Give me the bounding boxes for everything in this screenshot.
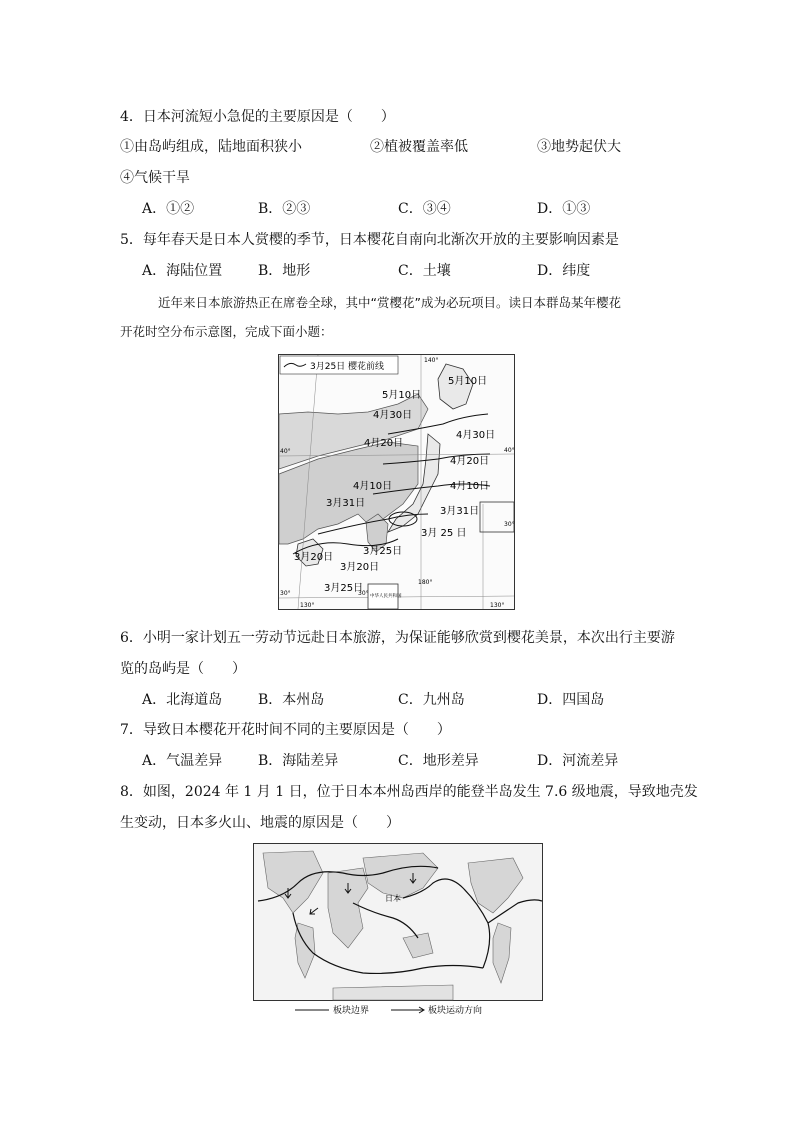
map2-japan-label: 日本 bbox=[385, 894, 401, 903]
q8-stem-line-1: 8．如图，2024 年 1 月 1 日，位于日本本州岛西岸的能登半岛发生 7.6 级地震，导致地壳发 bbox=[120, 784, 698, 800]
map1-label: 4月30日 bbox=[456, 430, 496, 441]
map1-inset-label: 中华人民共和国 bbox=[370, 594, 402, 599]
q5-stem: 5．每年春天是日本人赏樱的季节，日本樱花自南向北渐次开放的主要影响因素是 bbox=[120, 232, 619, 248]
q6-stem-line-1: 6．小明一家计划五一劳动节远赴日本旅游，为保证能够欣赏到樱花美景，本次出行主要游 bbox=[120, 630, 675, 646]
q5-option-c[interactable]: C．土壤 bbox=[398, 263, 451, 279]
map1-lon-label: 180° bbox=[418, 579, 433, 586]
q5-option-a[interactable]: A．海陆位置 bbox=[142, 263, 223, 279]
map1-lon-label: 130° bbox=[490, 602, 505, 609]
q4-option-b[interactable]: B．②③ bbox=[258, 201, 311, 217]
map1-label: 3月20日 bbox=[294, 552, 334, 563]
map1-lon-label: 140° bbox=[424, 357, 439, 364]
q7-option-c[interactable]: C．地形差异 bbox=[398, 753, 479, 769]
q4-option-a[interactable]: A．①② bbox=[142, 201, 195, 217]
map1-label: 4月10日 bbox=[353, 481, 393, 492]
q6-stem-line-2: 览的岛屿是（ ） bbox=[120, 661, 246, 677]
q7-option-a[interactable]: A．气温差异 bbox=[142, 753, 223, 769]
q4-item-3: ③地势起伏大 bbox=[537, 139, 621, 155]
intro-line-2: 开花时空分布示意图，完成下面小题： bbox=[120, 324, 333, 339]
q4-stem: 4．日本河流短小急促的主要原因是（ ） bbox=[120, 109, 395, 125]
map1-lat-label: 40° bbox=[504, 447, 515, 454]
map1-label: 3月31日 bbox=[326, 498, 366, 509]
map1-lon-label: 130° bbox=[300, 602, 315, 609]
intro-line-1: 近年来日本旅游热正在席卷全球，其中“赏樱花”成为必玩项目。读日本群岛某年樱花 bbox=[158, 295, 621, 310]
plate-tectonics-map bbox=[253, 843, 543, 1001]
q4-option-d[interactable]: D．①③ bbox=[537, 201, 591, 217]
map1-legend: 3月25日 樱花前线 bbox=[310, 362, 385, 372]
map1-label: 3月25日 bbox=[363, 546, 403, 557]
q5-option-d[interactable]: D．纬度 bbox=[537, 263, 591, 279]
map1-lat-label: 30° bbox=[358, 590, 369, 597]
q7-option-d[interactable]: D．河流差异 bbox=[537, 753, 619, 769]
map1-label: 5月10日 bbox=[382, 390, 422, 401]
plate-map-legend bbox=[295, 1003, 535, 1017]
cherry-blossom-map bbox=[278, 354, 515, 610]
map1-label: 3月25日 bbox=[324, 583, 364, 594]
map1-label: 3月 25 日 bbox=[421, 528, 467, 539]
q4-item-4: ④气候干旱 bbox=[120, 170, 190, 186]
q6-option-b[interactable]: B．本州岛 bbox=[258, 692, 325, 708]
q6-option-d[interactable]: D．四国岛 bbox=[537, 692, 605, 708]
map1-label: 4月10日 bbox=[450, 481, 490, 492]
legend-boundary-label: 板块边界 bbox=[333, 1006, 370, 1016]
map1-lat-label: 40° bbox=[280, 448, 291, 455]
map1-lat-label: 30° bbox=[504, 521, 515, 528]
map1-label: 3月31日 bbox=[440, 506, 480, 517]
q4-item-2: ②植被覆盖率低 bbox=[370, 139, 468, 155]
q4-item-1: ①由岛屿组成，陆地面积狭小 bbox=[120, 139, 302, 155]
map1-label: 5月10日 bbox=[448, 376, 488, 387]
q7-stem: 7．导致日本樱花开花时间不同的主要原因是（ ） bbox=[120, 722, 451, 738]
q5-option-b[interactable]: B．地形 bbox=[258, 263, 311, 279]
q6-option-a[interactable]: A．北海道岛 bbox=[142, 692, 223, 708]
q8-stem-line-2: 生变动，日本多火山、地震的原因是（ ） bbox=[120, 815, 400, 831]
map1-label: 4月30日 bbox=[373, 410, 413, 421]
map1-label: 3月20日 bbox=[340, 562, 380, 573]
q7-option-b[interactable]: B．海陆差异 bbox=[258, 753, 339, 769]
map1-label: 4月20日 bbox=[450, 456, 490, 467]
q6-option-c[interactable]: C．九州岛 bbox=[398, 692, 465, 708]
legend-motion-label: 板块运动方向 bbox=[428, 1006, 483, 1016]
map1-label: 4月20日 bbox=[364, 438, 404, 449]
map1-lat-label: 30° bbox=[280, 590, 291, 597]
q4-option-c[interactable]: C．③④ bbox=[398, 201, 451, 217]
